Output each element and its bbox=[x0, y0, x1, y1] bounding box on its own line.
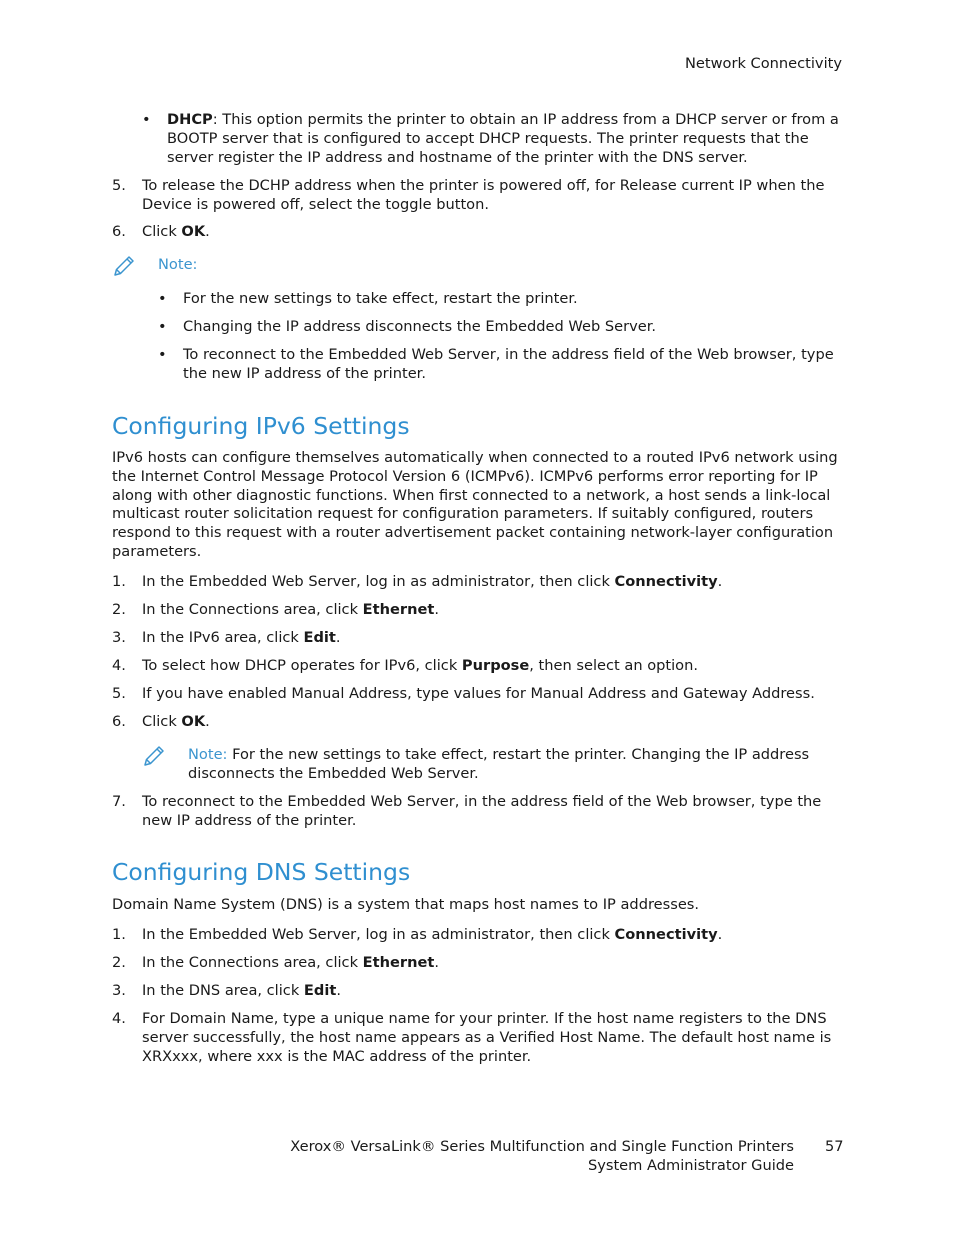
step-text bbox=[142, 926, 842, 945]
step-text bbox=[142, 685, 842, 704]
step-text bbox=[142, 601, 842, 620]
step-number: 6. bbox=[112, 223, 126, 240]
step-text-bold: OK bbox=[181, 713, 206, 730]
note-bullet-text: To reconnect to the Embedded Web Server, in the address field of the Web browser, type the new IP address of the printer. bbox=[183, 346, 834, 382]
dns-step-2 bbox=[112, 954, 842, 973]
step-6 bbox=[112, 223, 842, 242]
pencil-icon bbox=[112, 254, 136, 278]
step-text-pre: In the Embedded Web Server, log in as administrator, then click bbox=[142, 926, 615, 943]
dhcp-bullet-text bbox=[167, 111, 842, 167]
footer-line-2: System Administrator Guide bbox=[587, 1156, 794, 1174]
step-text-bold: Ethernet bbox=[362, 954, 435, 971]
note-bullet-3 bbox=[158, 346, 842, 384]
ipv6-step-6 bbox=[112, 713, 842, 732]
running-header: Network Connectivity bbox=[684, 55, 842, 72]
step-text-pre: If you have enabled Manual Address, type values for Manual Address and Gateway Address. bbox=[142, 685, 815, 702]
step-text-bold: Edit bbox=[303, 629, 336, 646]
dhcp-bullet bbox=[142, 111, 842, 167]
step-number: 1. bbox=[112, 573, 126, 590]
page-number: 57 bbox=[825, 1138, 844, 1155]
step-number: 2. bbox=[112, 954, 126, 971]
footer-title bbox=[290, 1138, 794, 1176]
bullet-dot: • bbox=[158, 290, 167, 307]
pencil-icon bbox=[142, 744, 166, 768]
step-text-bold: Ethernet bbox=[362, 601, 435, 618]
dhcp-description: : This option permits the printer to obtain an IP address from a DHCP server or from a BOOTP server that is configured to accept DHCP requests. The printer requests that the server register the IP address and hostname of the printer with the DNS server. bbox=[167, 111, 839, 166]
note-bullet-text: Changing the IP address disconnects the Embedded Web Server. bbox=[183, 318, 657, 335]
footer-line-1: Xerox® VersaLink® Series Multifunction and Single Function Printers bbox=[290, 1138, 794, 1155]
step-text-pre: In the Connections area, click bbox=[142, 954, 363, 971]
ipv6-step-4 bbox=[112, 657, 842, 676]
step-text-pre: Click bbox=[142, 713, 182, 730]
step-text-post: , then select an option. bbox=[529, 657, 698, 674]
step-number: 6. bbox=[112, 713, 126, 730]
step-text-bold: OK bbox=[181, 223, 206, 240]
note-bullet-1 bbox=[158, 290, 842, 309]
step-text-post: . bbox=[335, 629, 341, 646]
step-number: 2. bbox=[112, 601, 126, 618]
step-text-post: . bbox=[434, 601, 440, 618]
note-bullet-2 bbox=[158, 318, 842, 337]
step-text bbox=[142, 573, 842, 592]
step-text-bold: Connectivity bbox=[614, 926, 718, 943]
step-number: 7. bbox=[112, 793, 126, 810]
step-text-post: . bbox=[434, 954, 440, 971]
step-text-bold: Edit bbox=[303, 982, 337, 999]
step-text: To reconnect to the Embedded Web Server, in the address field of the Web browser, type the new IP address of the printer. bbox=[142, 793, 822, 829]
step-text bbox=[142, 657, 842, 676]
ipv6-step-5 bbox=[112, 685, 842, 704]
ipv6-note bbox=[188, 746, 842, 784]
step-text: To release the DCHP address when the printer is powered off, for Release current IP when the Device is powered off, select the toggle button. bbox=[142, 177, 825, 213]
step-text-post: . bbox=[336, 982, 341, 999]
step-text bbox=[142, 1010, 842, 1066]
note-bullet-text: For the new settings to take effect, restart the printer. bbox=[183, 290, 578, 307]
step-number: 3. bbox=[112, 629, 126, 646]
ipv6-step-7 bbox=[112, 793, 842, 831]
step-text-pre: In the Embedded Web Server, log in as administrator, then click bbox=[142, 573, 615, 590]
step-text-pre: In the Connections area, click bbox=[142, 601, 363, 618]
note-label: Note: bbox=[188, 746, 228, 763]
step-5 bbox=[112, 177, 842, 215]
step-number: 3. bbox=[112, 982, 126, 999]
step-number: 5. bbox=[112, 685, 126, 702]
dhcp-term: DHCP bbox=[167, 111, 213, 128]
step-text bbox=[142, 954, 842, 973]
bullet-dot: • bbox=[158, 346, 167, 363]
step-number: 5. bbox=[112, 177, 126, 194]
section-heading-dns: Configuring DNS Settings bbox=[112, 858, 411, 886]
step-text-post: . bbox=[717, 926, 723, 943]
step-text bbox=[142, 629, 842, 648]
dns-step-4 bbox=[112, 1010, 842, 1066]
step-text-bold: Purpose bbox=[461, 657, 530, 674]
ipv6-intro: IPv6 hosts can configure themselves automatically when connected to a routed IPv6 network using the Internet Control Message Protocol Version 6 (ICMPv6). ICMPv6 performs error reporting for IP along with other diagnostic functions. When first connected to a network, a host sends a link-local multicast router solicitation request for configuration parameters. If suitably configured, routers respond to this request with a router advertisement packet containing network-layer configuration parameters. bbox=[112, 449, 838, 560]
step-text-pre: To select how DHCP operates for IPv6, click bbox=[142, 657, 462, 674]
step-text-pre: In the DNS area, click bbox=[142, 982, 304, 999]
ipv6-step-3 bbox=[112, 629, 842, 648]
step-number: 4. bbox=[112, 1010, 126, 1027]
dns-step-3 bbox=[112, 982, 842, 1001]
bullet-dot: • bbox=[142, 111, 151, 128]
step-text-post: . bbox=[717, 573, 723, 590]
dns-intro: Domain Name System (DNS) is a system that maps host names to IP addresses. bbox=[112, 896, 700, 913]
step-text bbox=[142, 223, 842, 242]
step-number: 4. bbox=[112, 657, 126, 674]
step-text-pre: Click bbox=[142, 223, 182, 240]
step-text-pre: For Domain Name, type a unique name for your printer. If the host name registers to the DNS server successfully, the host name appears as a Verified Host Name. The default host name is XRXxxx, where xxx is the MAC address of the printer. bbox=[142, 1010, 832, 1065]
step-text-pre: In the IPv6 area, click bbox=[142, 629, 304, 646]
step-text-bold: Connectivity bbox=[614, 573, 718, 590]
step-text bbox=[142, 713, 842, 732]
dns-step-1 bbox=[112, 926, 842, 945]
step-text bbox=[142, 982, 842, 1001]
note-label: Note: bbox=[158, 256, 198, 273]
step-text-post: . bbox=[205, 223, 210, 240]
ipv6-step-2 bbox=[112, 601, 842, 620]
section-heading-ipv6: Configuring IPv6 Settings bbox=[112, 412, 410, 440]
bullet-dot: • bbox=[158, 318, 167, 335]
step-text-post: . bbox=[205, 713, 210, 730]
step-number: 1. bbox=[112, 926, 126, 943]
ipv6-step-1 bbox=[112, 573, 842, 592]
note-text: For the new settings to take effect, restart the printer. Changing the IP address disconnects the Embedded Web Server. bbox=[188, 746, 810, 782]
